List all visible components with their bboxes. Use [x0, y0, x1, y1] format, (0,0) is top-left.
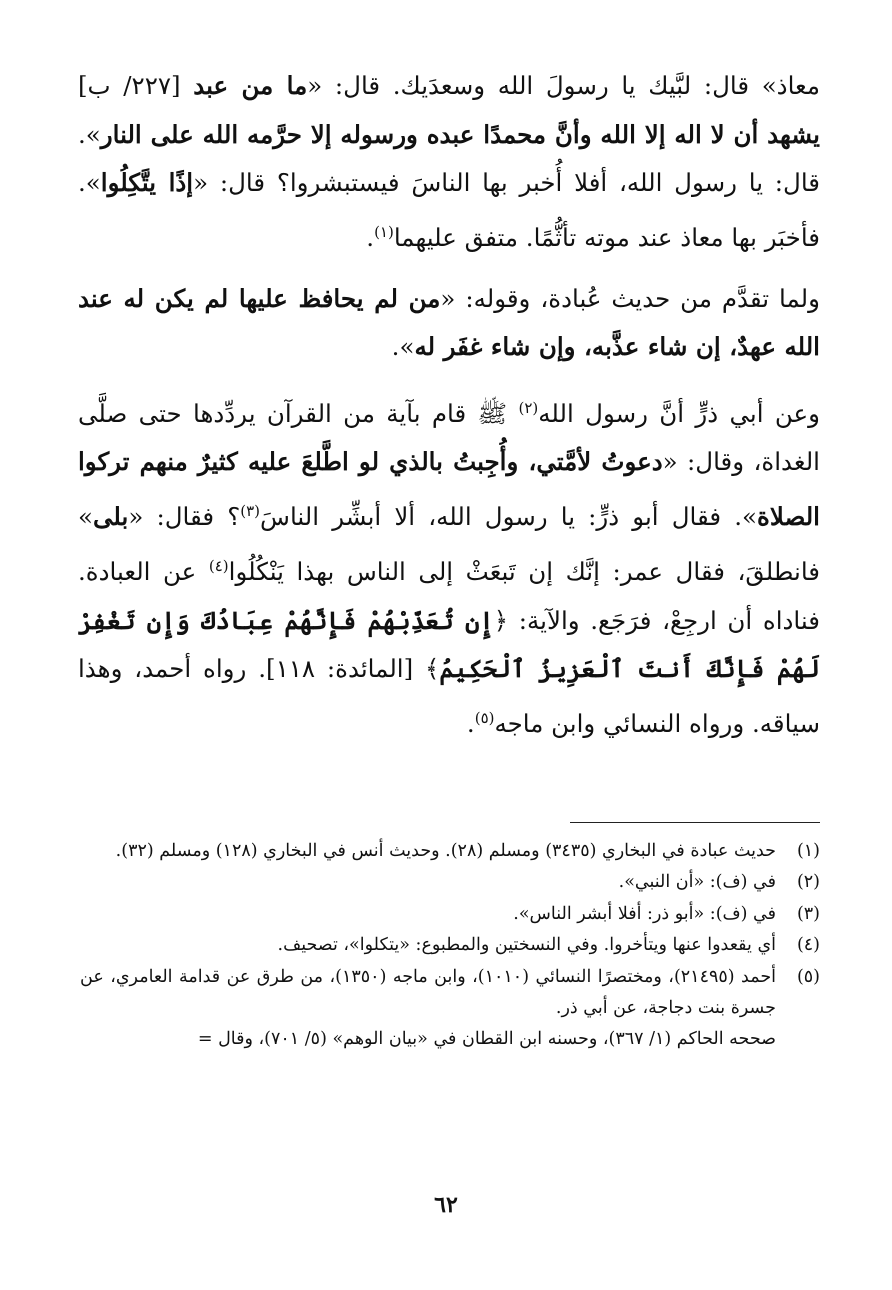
paragraph-1: معاذ» قال: لبَّيك يا رسولَ الله وسعدَيك. قال: «ما من عبد [٢٢٧/ ب] يشهد أن لا اله إلا الله وأنَّ محمدًا عبده ورسوله إلا حرَّمه الله على النار». قال: يا رسول الله، أفلا أُخبر بها الناسَ فيستبشروا؟ قال: «إذًا يتَّكِلُوا». فأخبَر بها معاذ عند موته تأثُّمًا. متفق عليهما$^{(١)}$. — [78, 71, 821, 252]
footnote-ref-1[interactable]: (١) — [374, 222, 394, 241]
footnotes — [80, 836, 820, 1056]
footnote-ref-5[interactable]: (٥) — [474, 708, 495, 727]
footnote-ref-3[interactable]: (٣) — [240, 502, 261, 521]
paragraph-3: وعن أبي ذرٍّ أنَّ رسول الله$^{(٢)}$ ﷺ قام بآية من القرآن يردِّدها حتى صلَّى الغداة، وقال: «دعوتُ لأمَّتي، وأُجِبتُ بالذي لو اطَّلعَ عليه كثيرٌ منهم تركوا الصلاة». فقال أبو ذرٍّ: يا رسول الله، ألا أبشِّر الناسَ$^{(٣)}$؟ فقال: «بلى» فانطلقَ، فقال عمر: إنَّك إن تَبعَثْ إلى الناس بهذا يَنْكُلُوا$^{(٤)}$ عن العبادة. فناداه أن ارجِعْ، فرَجَع. والآية: ﴿إِن تُعَذِّبْهُمْ فَإِنَّهُمْ عِبَادُكَ وَإِن تَغْفِرْ لَهُمْ فَإِنَّكَ أَنتَ ٱلْعَزِيزُ ٱلْحَكِيمُ﴾ [المائدة: ١١٨]. رواه أحمد، وهذا سياقه. ورواه النسائي وابن ماجه$^{(٥)}$. — [78, 398, 821, 738]
page-number: ٦٢ — [434, 1192, 458, 1218]
footnote-divider — [570, 822, 820, 823]
main-text — [78, 62, 820, 749]
paragraph-2: ولما تقدَّم من حديث عُبادة، وقوله: «من لم يحافظ عليها لم يكن له عند الله عهدٌ، إن شاء عذَّبه، وإن شاء غفَر له». — [78, 283, 820, 362]
quran-verse: إِن تُعَذِّبْهُمْ فَإِنَّهُمْ عِبَادُكَ وَإِن تَغْفِرْ لَهُمْ فَإِنَّكَ أَنتَ ٱلْعَزِيزُ ٱلْحَكِيمُ — [78, 605, 820, 684]
footnote-ref-2[interactable]: (٢) — [518, 398, 539, 417]
footnote-ref-4[interactable]: (٤) — [208, 556, 229, 575]
footnote-4: (٤) أي يقعدوا عنها ويتأخروا. وفي النسختين والمطبوع: «يتكلوا»، تصحيف. — [277, 935, 820, 956]
footnote-2: (٢) في (ف): «أن النبي». — [618, 872, 820, 893]
footnote-3: (٣) في (ف): «أبو ذر: أفلا أبشر الناس». — [513, 903, 820, 924]
footnote-continuation: صححه الحاكم (١/ ٣٦٧)، وحسنه ابن القطان في «بيان الوهم» (٥/ ٧٠١)، وقال = — [197, 1029, 776, 1050]
footnote-5: (٥) أحمد (٢١٤٩٥)، ومختصرًا النسائي (١٠١٠)، وابن ماجه (١٣٥٠)، من طرق عن قدامة العامري، عن جسرة بنت دجاجة، عن أبي ذر. — [80, 966, 820, 1019]
footnote-1: (١) حديث عبادة في البخاري (٣٤٣٥) ومسلم (٢٨). وحديث أنس في البخاري (١٢٨) ومسلم (٣٢). — [115, 841, 820, 861]
